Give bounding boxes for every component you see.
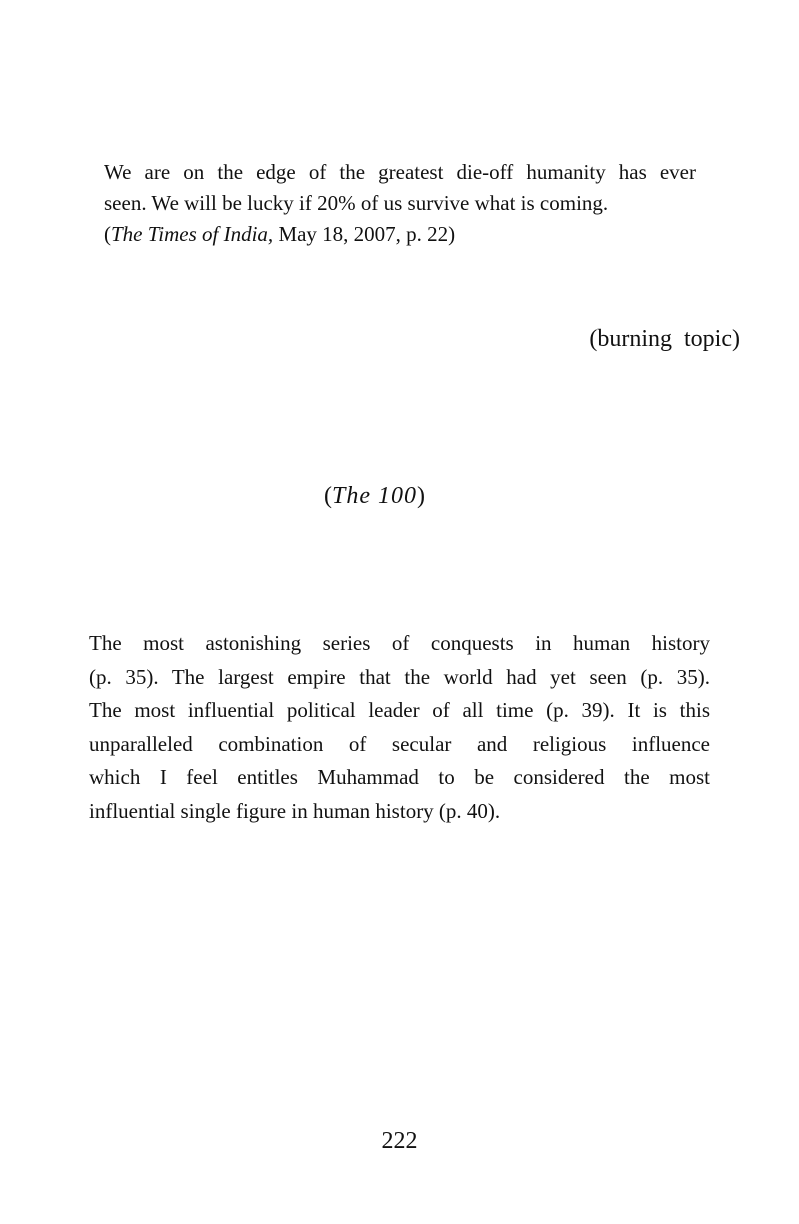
quote-line: seen. We will be lucky if 20% of us survive what is coming. xyxy=(104,191,609,215)
paragraph-line: (p. 35). The largest empire that the world had yet seen (p. 35). xyxy=(89,664,710,689)
citation-open-paren: ( xyxy=(104,222,111,246)
paragraph-line: The most astonishing series of conquests in human history xyxy=(89,631,710,655)
quote-block xyxy=(104,157,696,250)
burning-topic-tag: (burning topic) xyxy=(589,326,740,352)
citation-source: The Times of India, xyxy=(111,222,274,246)
page-number: 222 xyxy=(381,1128,418,1154)
quote-line: We are on the edge of the greatest die-off humanity has ever xyxy=(104,160,696,184)
paragraph-line: The most influential political leader of all time (p. 39). It is this xyxy=(89,698,710,722)
center-citation-title: The 100 xyxy=(332,483,417,509)
paragraph-line: which I feel entitles Muhammad to be considered the most xyxy=(89,765,710,789)
center-citation xyxy=(0,480,799,512)
center-citation-open-paren: ( xyxy=(324,483,332,509)
quote-citation xyxy=(104,219,696,250)
body-paragraph xyxy=(89,627,710,828)
citation-details: May 18, 2007, p. 22) xyxy=(273,222,456,246)
paragraph-line: unparalleled combination of secular and religious influence xyxy=(89,731,710,756)
paragraph-line: influential single figure in human history (p. 40). xyxy=(89,798,501,823)
center-citation-close-paren: ) xyxy=(417,483,425,509)
